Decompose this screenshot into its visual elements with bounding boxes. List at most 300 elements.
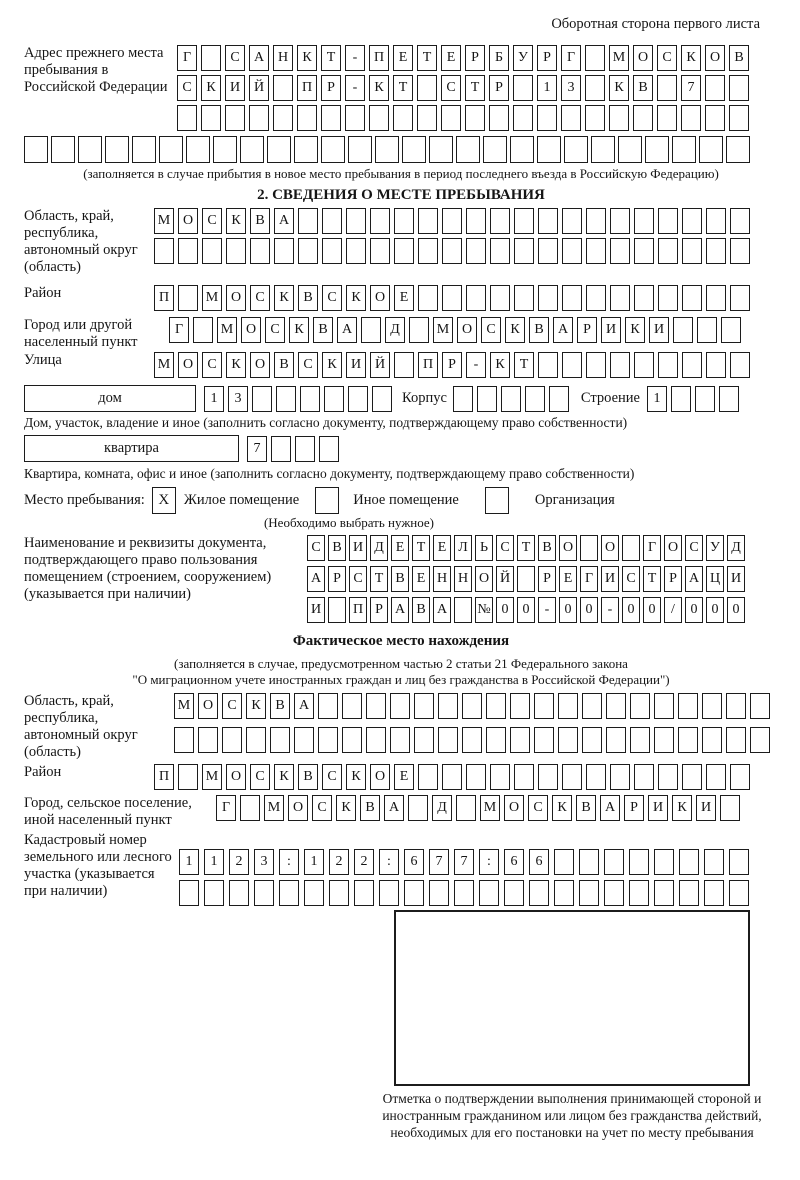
char-box: 7: [454, 849, 474, 875]
char-box: А: [600, 795, 620, 821]
char-box: В: [274, 352, 294, 378]
checkbox-zhiloe: X: [152, 487, 176, 514]
char-box: [178, 764, 198, 790]
char-box: [300, 386, 320, 412]
char-box: [580, 535, 598, 561]
char-box: [719, 386, 739, 412]
char-box: [442, 208, 462, 234]
char-box: К: [274, 764, 294, 790]
region2-rows: [174, 693, 770, 753]
char-box: [679, 849, 699, 875]
char-box: [408, 795, 428, 821]
char-box: [479, 880, 499, 906]
char-box: [682, 208, 702, 234]
char-box: [393, 105, 413, 131]
actual-location-note1: (заполняется в случае, предусмотренном частью 2 статьи 21 Федерального закона: [174, 656, 628, 671]
char-box: [634, 238, 654, 264]
char-box: [658, 352, 678, 378]
char-box: Е: [391, 535, 409, 561]
char-box: [534, 693, 554, 719]
char-box: С: [481, 317, 501, 343]
char-box: [730, 208, 750, 234]
char-box: Р: [328, 566, 346, 592]
char-box: [750, 727, 770, 753]
stroenie-label: Строение: [580, 390, 640, 406]
stay-option-org-label: Организация: [534, 492, 615, 508]
char-row: [204, 386, 392, 412]
char-box: [354, 880, 374, 906]
prev-address-block: [24, 45, 778, 131]
char-box: Р: [489, 75, 509, 101]
char-row: [453, 386, 569, 412]
char-box: [226, 238, 246, 264]
char-box: К: [490, 352, 510, 378]
stay-type-label: Место пребывания:: [24, 492, 145, 508]
char-box: [702, 727, 722, 753]
char-box: С: [177, 75, 197, 101]
char-box: 0: [496, 597, 514, 623]
char-box: [672, 136, 696, 163]
house-note: Дом, участок, владение и иное (заполнить согласно документу, подтверждающему право собственности): [24, 415, 628, 430]
char-box: О: [559, 535, 577, 561]
section2-title: 2. СВЕДЕНИЯ О МЕСТЕ ПРЕБЫВАНИЯ: [257, 187, 545, 203]
house-box-label: дом: [24, 385, 196, 412]
char-box: [438, 693, 458, 719]
char-box: Е: [394, 285, 414, 311]
checkbox-inoe: [315, 487, 339, 514]
char-box: К: [552, 795, 572, 821]
stay-option-inoe-label: Иное помещение: [353, 492, 459, 508]
char-box: [730, 285, 750, 311]
char-box: Т: [643, 566, 661, 592]
char-box: Т: [393, 75, 413, 101]
char-box: [154, 238, 174, 264]
char-box: [417, 75, 437, 101]
char-box: [586, 285, 606, 311]
char-box: [529, 880, 549, 906]
char-box: 3: [254, 849, 274, 875]
char-box: [705, 105, 725, 131]
char-box: А: [249, 45, 269, 71]
char-box: 0: [643, 597, 661, 623]
char-box: [276, 386, 296, 412]
char-box: С: [685, 535, 703, 561]
char-box: [634, 764, 654, 790]
document-rows: [307, 535, 745, 623]
char-box: [254, 880, 274, 906]
char-box: [729, 849, 749, 875]
char-box: К: [201, 75, 221, 101]
char-box: И: [307, 597, 325, 623]
char-box: Е: [412, 566, 430, 592]
char-box: М: [264, 795, 284, 821]
char-box: [490, 208, 510, 234]
char-box: [618, 136, 642, 163]
char-box: [562, 208, 582, 234]
char-box: О: [370, 285, 390, 311]
char-box: Д: [370, 535, 388, 561]
char-box: В: [298, 285, 318, 311]
char-box: [537, 136, 561, 163]
char-box: О: [226, 285, 246, 311]
char-box: О: [241, 317, 261, 343]
char-box: [342, 693, 362, 719]
char-row: [154, 764, 750, 790]
char-box: [489, 105, 509, 131]
char-box: [454, 880, 474, 906]
char-box: С: [222, 693, 242, 719]
char-box: 6: [504, 849, 524, 875]
char-box: 6: [529, 849, 549, 875]
apartment-box-label: квартира: [24, 435, 239, 462]
char-box: [298, 208, 318, 234]
char-box: [514, 208, 534, 234]
char-box: 7: [247, 436, 267, 462]
char-box: 1: [204, 849, 224, 875]
char-row: [174, 693, 770, 719]
char-row: [177, 105, 749, 131]
char-box: Д: [727, 535, 745, 561]
char-box: [321, 136, 345, 163]
char-row: [154, 238, 750, 264]
char-box: [673, 317, 693, 343]
char-box: 0: [559, 597, 577, 623]
char-box: [454, 597, 472, 623]
char-box: [240, 136, 264, 163]
cadastral-rows: [179, 849, 749, 906]
checkbox-org: [485, 487, 509, 514]
stamp-note: Отметка о подтверждении выполнения принимающей стороной и иностранным гражданином или лицом без гражданства действий, необходимых для его постановки на учет по месту пребывания: [382, 1091, 762, 1140]
char-box: С: [307, 535, 325, 561]
char-box: П: [369, 45, 389, 71]
char-box: [213, 136, 237, 163]
region2-label: Область, край, республика, автономный округ (область): [24, 693, 138, 760]
char-box: В: [250, 208, 270, 234]
stay-type-note: (Необходимо выбрать нужное): [263, 515, 435, 530]
apartment-line: [24, 435, 778, 462]
char-box: С: [349, 566, 367, 592]
char-box: [729, 75, 749, 101]
char-box: С: [657, 45, 677, 71]
char-box: В: [270, 693, 290, 719]
char-box: Е: [393, 45, 413, 71]
char-box: О: [504, 795, 524, 821]
char-box: [442, 285, 462, 311]
char-row: [179, 849, 749, 875]
char-row: [154, 208, 750, 234]
char-box: С: [496, 535, 514, 561]
char-box: [438, 727, 458, 753]
char-box: [346, 238, 366, 264]
char-box: [682, 238, 702, 264]
city-label: Город или другой населенный пункт: [24, 317, 138, 350]
char-box: [720, 795, 740, 821]
region2-block: [24, 693, 778, 761]
char-box: 3: [561, 75, 581, 101]
region-rows: [154, 208, 750, 264]
city2-label: Город, сельское поселение, иной населенный пункт: [24, 795, 192, 828]
char-box: В: [391, 566, 409, 592]
char-box: Р: [624, 795, 644, 821]
char-box: [579, 849, 599, 875]
char-box: К: [369, 75, 389, 101]
street-block: [24, 352, 778, 378]
char-box: [429, 880, 449, 906]
char-box: А: [433, 597, 451, 623]
char-box: О: [475, 566, 493, 592]
char-box: В: [328, 535, 346, 561]
char-box: [562, 285, 582, 311]
char-box: [610, 352, 630, 378]
actual-location-note2: "О миграционном учете иностранных граждан и лиц без гражданства в Российской Федерации"): [132, 672, 670, 687]
char-box: [225, 105, 245, 131]
char-box: [466, 238, 486, 264]
char-box: [585, 75, 605, 101]
char-box: [178, 285, 198, 311]
actual-location-title: Фактическое место нахождения: [292, 633, 510, 649]
page-header: Оборотная сторона первого листа: [551, 16, 760, 32]
char-box: Ц: [706, 566, 724, 592]
char-box: М: [154, 208, 174, 234]
char-box: Й: [249, 75, 269, 101]
char-box: [429, 136, 453, 163]
char-box: Г: [177, 45, 197, 71]
char-box: [514, 285, 534, 311]
char-box: [78, 136, 102, 163]
char-box: [586, 238, 606, 264]
char-box: /: [664, 597, 682, 623]
char-box: О: [198, 693, 218, 719]
char-box: [629, 849, 649, 875]
char-box: [658, 238, 678, 264]
char-box: [252, 386, 272, 412]
char-box: [273, 75, 293, 101]
char-box: [348, 136, 372, 163]
char-box: [729, 105, 749, 131]
char-box: [273, 105, 293, 131]
char-box: [697, 317, 717, 343]
char-row: [169, 317, 741, 343]
char-box: [622, 535, 640, 561]
char-box: [379, 880, 399, 906]
char-box: [730, 764, 750, 790]
char-box: [657, 105, 677, 131]
char-box: [633, 105, 653, 131]
stay-type-row: [24, 487, 778, 514]
char-box: [538, 238, 558, 264]
char-box: [726, 727, 746, 753]
prev-address-rows: [177, 45, 749, 131]
char-box: Т: [412, 535, 430, 561]
char-box: М: [217, 317, 237, 343]
char-box: Й: [496, 566, 514, 592]
char-box: С: [202, 352, 222, 378]
char-box: М: [202, 285, 222, 311]
char-box: [517, 566, 535, 592]
char-box: Н: [454, 566, 472, 592]
char-box: [504, 880, 524, 906]
char-box: [630, 693, 650, 719]
char-box: [705, 75, 725, 101]
prev-address-label: Адрес прежнего места пребывания в Российской Федерации: [24, 45, 168, 95]
char-box: [274, 238, 294, 264]
char-box: [442, 764, 462, 790]
char-box: [582, 693, 602, 719]
char-box: [729, 880, 749, 906]
char-box: 7: [429, 849, 449, 875]
char-box: С: [622, 566, 640, 592]
char-row: [647, 386, 739, 412]
char-box: [193, 317, 213, 343]
char-box: Ь: [475, 535, 493, 561]
char-box: [609, 105, 629, 131]
char-box: В: [538, 535, 556, 561]
char-box: [513, 75, 533, 101]
char-box: А: [307, 566, 325, 592]
char-box: [726, 136, 750, 163]
char-box: [390, 727, 410, 753]
char-box: [730, 238, 750, 264]
char-box: [654, 880, 674, 906]
char-box: [250, 238, 270, 264]
char-box: [246, 727, 266, 753]
char-box: №: [475, 597, 493, 623]
char-box: [270, 727, 290, 753]
char-box: [375, 136, 399, 163]
char-box: [414, 727, 434, 753]
char-box: Р: [664, 566, 682, 592]
char-box: С: [298, 352, 318, 378]
char-box: В: [298, 764, 318, 790]
char-box: [304, 880, 324, 906]
char-box: [582, 727, 602, 753]
char-box: [654, 693, 674, 719]
char-box: [249, 105, 269, 131]
char-box: [682, 764, 702, 790]
char-box: П: [349, 597, 367, 623]
char-box: И: [648, 795, 668, 821]
prev-address-note: (заполняется в случае прибытия в новое место пребывания в период последнего въезда в Российскую Федерацию): [83, 166, 719, 181]
char-row: [154, 352, 750, 378]
char-box: К: [336, 795, 356, 821]
char-box: 1: [204, 386, 224, 412]
char-box: [298, 238, 318, 264]
char-box: [610, 285, 630, 311]
apartment-note: Квартира, комната, офис и иное (заполнить согласно документу, подтверждающему право собственности): [24, 466, 635, 481]
char-box: О: [178, 208, 198, 234]
char-row: [307, 535, 745, 561]
char-box: Е: [441, 45, 461, 71]
char-box: [604, 880, 624, 906]
char-box: В: [529, 317, 549, 343]
street-label: Улица: [24, 352, 62, 368]
char-box: [658, 285, 678, 311]
char-box: [201, 45, 221, 71]
char-box: А: [337, 317, 357, 343]
char-box: [695, 386, 715, 412]
district2-label: Район: [24, 764, 62, 780]
char-box: [591, 136, 615, 163]
char-box: А: [294, 693, 314, 719]
char-box: У: [513, 45, 533, 71]
char-box: П: [418, 352, 438, 378]
char-box: [240, 795, 260, 821]
char-box: -: [601, 597, 619, 623]
char-box: [706, 208, 726, 234]
char-box: [678, 727, 698, 753]
char-box: [549, 386, 569, 412]
char-box: С: [250, 764, 270, 790]
char-box: О: [457, 317, 477, 343]
char-box: [514, 238, 534, 264]
char-box: [222, 727, 242, 753]
char-box: [105, 136, 129, 163]
char-box: Р: [465, 45, 485, 71]
char-box: [366, 727, 386, 753]
char-box: В: [412, 597, 430, 623]
char-box: [657, 75, 677, 101]
char-box: [501, 386, 521, 412]
char-box: С: [322, 285, 342, 311]
char-box: И: [727, 566, 745, 592]
char-box: [456, 795, 476, 821]
char-box: Р: [370, 597, 388, 623]
char-box: [706, 764, 726, 790]
char-box: [490, 764, 510, 790]
char-box: А: [553, 317, 573, 343]
char-box: Т: [417, 45, 437, 71]
char-box: Г: [169, 317, 189, 343]
char-box: [699, 136, 723, 163]
char-box: [186, 136, 210, 163]
char-box: К: [297, 45, 317, 71]
city2-block: [24, 795, 778, 829]
char-row: [179, 880, 749, 906]
char-box: [361, 317, 381, 343]
char-box: Е: [433, 535, 451, 561]
char-box: -: [345, 45, 365, 71]
char-box: 1: [537, 75, 557, 101]
char-box: [202, 238, 222, 264]
char-box: [629, 880, 649, 906]
char-box: [342, 727, 362, 753]
char-box: [645, 136, 669, 163]
char-box: [704, 849, 724, 875]
char-row: [307, 597, 745, 623]
char-box: [654, 849, 674, 875]
char-box: [322, 208, 342, 234]
char-box: К: [274, 285, 294, 311]
char-box: И: [696, 795, 716, 821]
char-box: 0: [685, 597, 703, 623]
char-box: [456, 136, 480, 163]
char-box: [730, 352, 750, 378]
char-box: [510, 693, 530, 719]
char-box: [267, 136, 291, 163]
char-box: [328, 597, 346, 623]
char-row: [154, 285, 750, 311]
char-box: [294, 727, 314, 753]
char-box: [442, 238, 462, 264]
char-box: [525, 386, 545, 412]
char-box: [682, 285, 702, 311]
char-box: А: [274, 208, 294, 234]
char-box: П: [297, 75, 317, 101]
char-box: К: [226, 208, 246, 234]
char-box: [51, 136, 75, 163]
district-label: Район: [24, 285, 62, 301]
char-box: В: [633, 75, 653, 101]
